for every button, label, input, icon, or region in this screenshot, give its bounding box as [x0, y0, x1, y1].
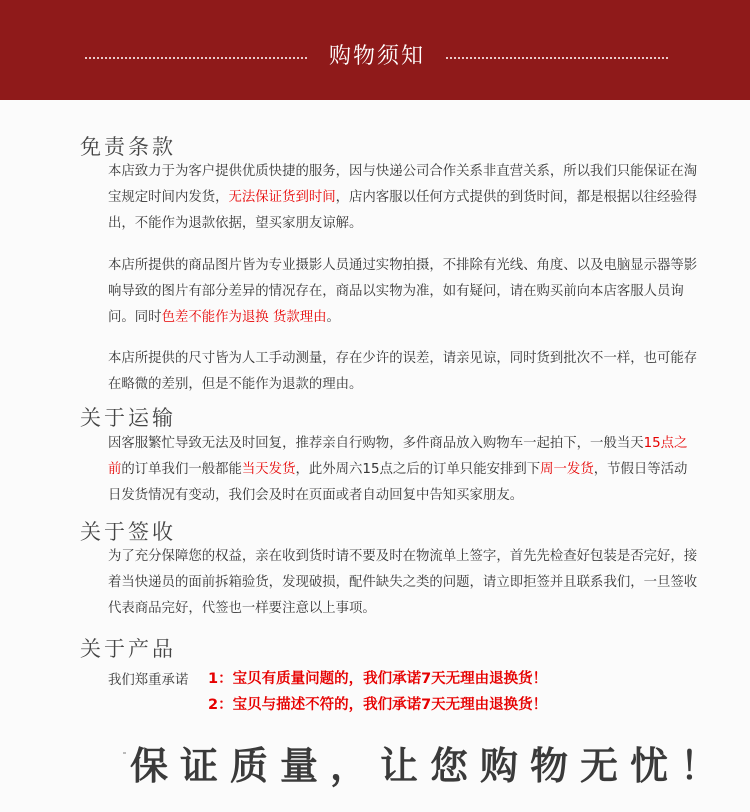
- promise-1: 1：宝贝有质量问题的，我们承诺7天无理由退换货！: [208, 671, 548, 687]
- shipping-text: ，此外周六15点之后的订单只能安排到下: [295, 462, 541, 477]
- shipping-highlight: 周一发货: [540, 462, 594, 477]
- disclaimer-text: 。: [326, 310, 340, 325]
- section-title-signing: 关于签收: [80, 520, 176, 544]
- header-dotted-line-right: [446, 57, 668, 59]
- disclaimer-highlight: 色差不能作为退换 货款理由: [161, 310, 327, 325]
- header-dotted-line-left: [85, 57, 307, 59]
- shipping-text: 的订单我们一般都能: [121, 462, 242, 477]
- promise-2: 2：宝贝与描述不符的，我们承诺7天无理由退换货！: [208, 697, 548, 713]
- disclaimer-highlight: 无法保证货到时间: [228, 190, 336, 205]
- shipping-highlight: 当天发货: [241, 462, 296, 477]
- section-title-disclaimer: 免责条款: [80, 135, 176, 159]
- shipping-paragraph: [108, 431, 698, 509]
- promise-label: 我们郑重承诺: [108, 673, 189, 688]
- header-banner: [0, 0, 750, 100]
- section-title-product: 关于产品: [80, 637, 176, 661]
- shipping-text: ，节假日等活动日发货情况有变动，我们会及时在页面或者自动回复中告知买家朋友。: [108, 462, 688, 503]
- disclaimer-paragraph-1: [108, 159, 698, 237]
- disclaimer-text: ，店内客服以任何方式提供的到货时间，都是根据以往经验得出，不能作为退款依据，望买家朋友谅解。: [108, 190, 698, 231]
- section-title-shipping: 关于运输: [80, 406, 176, 430]
- signing-paragraph: 为了充分保障您的权益，亲在收到货时请不要及时在物流单上签字，首先先检查好包装是否完好，接着当快递员的面前拆箱验货，发现破损，配件缺失之类的问题，请立即拒签并且联系我们，一旦签收代表商品完好，代签也一样要注意以上事项。: [108, 549, 698, 616]
- shipping-highlight: 15点之前: [108, 436, 688, 477]
- disclaimer-paragraph-2: [108, 253, 698, 331]
- slogan: 保证质量，让您购物无忧！: [129, 744, 730, 788]
- disclaimer-paragraph-3: 本店所提供的尺寸皆为人工手动测量，存在少许的误差，请亲见谅，同时货到批次不一样，也可能存在略微的差别，但是不能作为退款的理由。: [108, 351, 698, 392]
- disclaimer-text: 本店致力于为客户提供优质快捷的服务，因与快递公司合作关系非直营关系，所以我们只能保证在淘宝规定时间内发货，: [108, 164, 698, 205]
- page-title: 购物须知: [328, 44, 425, 69]
- shipping-text: 因客服繁忙导致无法及时回复，推荐亲自行购物，多件商品放入购物车一起拍下，一般当天: [108, 436, 644, 451]
- disclaimer-text: 本店所提供的商品图片皆为专业摄影人员通过实物拍摄，不排除有光线、角度、以及电脑显示器等影响导致的图片有部分差异的情况存在，商品以实物为准，如有疑问，请在购买前向本店客服人员询问。同时: [108, 258, 698, 325]
